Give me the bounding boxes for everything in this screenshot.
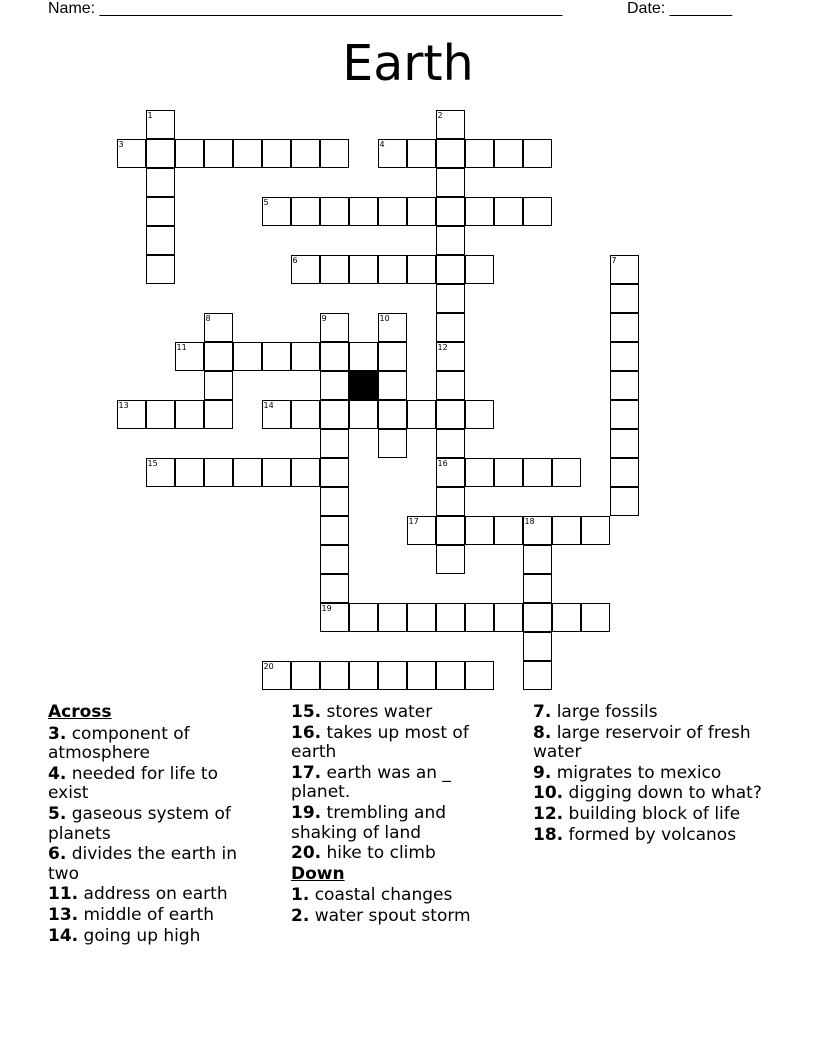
clue-number-label: 2.	[291, 905, 310, 926]
crossword-cell[interactable]	[436, 342, 465, 371]
crossword-cell[interactable]	[465, 516, 494, 545]
crossword-cell[interactable]	[117, 400, 146, 429]
crossword-cell[interactable]	[146, 226, 175, 255]
crossword-cell[interactable]	[320, 545, 349, 574]
clue-text: water spout storm	[309, 905, 471, 926]
crossword-cell[interactable]	[146, 197, 175, 226]
clue-number: 14	[263, 400, 274, 410]
clue-item	[533, 805, 768, 825]
crossword-cell[interactable]	[407, 255, 436, 284]
crossword-cell[interactable]	[146, 400, 175, 429]
down-heading: Down	[291, 863, 345, 884]
crossword-cell[interactable]	[436, 400, 465, 429]
crossword-cell[interactable]	[349, 603, 378, 632]
clue-item	[48, 885, 263, 905]
clue-item	[291, 724, 506, 763]
clue-item	[291, 907, 506, 927]
crossword-cell[interactable]	[436, 284, 465, 313]
crossword-cell[interactable]	[291, 139, 320, 168]
crossword-cell[interactable]	[320, 197, 349, 226]
crossword-cell[interactable]	[320, 487, 349, 516]
crossword-cell[interactable]	[378, 313, 407, 342]
clue-number-label: 18.	[533, 824, 564, 845]
crossword-cell[interactable]	[175, 400, 204, 429]
crossword-cell[interactable]	[494, 197, 523, 226]
clue-item	[48, 805, 263, 844]
clue-number: 16	[437, 458, 448, 468]
clue-number-label: 15.	[291, 702, 322, 722]
clue-number: 17	[408, 516, 419, 526]
crossword-cell[interactable]	[320, 342, 349, 371]
crossword-cell[interactable]	[320, 574, 349, 603]
crossword-cell[interactable]	[320, 139, 349, 168]
crossword-cell[interactable]	[436, 603, 465, 632]
crossword-cell[interactable]	[262, 400, 291, 429]
crossword-cell[interactable]	[465, 197, 494, 226]
clue-text: gaseous system of planets	[48, 803, 231, 844]
clue-item	[533, 826, 768, 846]
crossword-cell[interactable]	[610, 429, 639, 458]
crossword-cell[interactable]	[436, 661, 465, 690]
crossword-cell[interactable]	[320, 255, 349, 284]
clue-number-label: 10.	[533, 783, 564, 804]
down-clue-list	[291, 886, 506, 926]
crossword-cell[interactable]	[436, 197, 465, 226]
crossword-cell[interactable]	[146, 110, 175, 139]
clue-text: needed for life to exist	[48, 763, 218, 804]
clue-number-label: 3.	[48, 723, 67, 744]
clue-item	[533, 764, 768, 784]
clue-item	[48, 906, 263, 926]
clue-text: large fossils	[551, 702, 658, 722]
crossword-cell[interactable]	[523, 574, 552, 603]
crossword-cell[interactable]	[291, 255, 320, 284]
clue-item	[48, 725, 263, 764]
crossword-cell[interactable]	[378, 197, 407, 226]
clue-column-1	[48, 703, 263, 947]
crossword-cell[interactable]	[146, 139, 175, 168]
crossword-cell[interactable]	[146, 168, 175, 197]
crossword-cell[interactable]	[610, 458, 639, 487]
crossword-cell[interactable]	[291, 342, 320, 371]
clue-item	[291, 886, 506, 906]
crossword-cell[interactable]	[262, 139, 291, 168]
date-field[interactable]: Date: _______	[627, 0, 732, 17]
clue-item	[291, 844, 506, 864]
crossword-cell[interactable]	[175, 342, 204, 371]
crossword-cell[interactable]	[523, 197, 552, 226]
across-clue-list	[48, 725, 263, 947]
crossword-cell[interactable]	[436, 458, 465, 487]
clue-number: 5	[263, 197, 269, 207]
across-clue-list-continued	[291, 703, 506, 864]
crossword-cell[interactable]	[610, 342, 639, 371]
crossword-cell[interactable]	[523, 545, 552, 574]
crossword-cell[interactable]	[378, 603, 407, 632]
clue-text: going up high	[78, 925, 201, 946]
clue-item	[291, 764, 506, 803]
crossword-cell[interactable]	[610, 371, 639, 400]
clue-number: 2	[437, 110, 443, 120]
crossword-cell[interactable]	[523, 458, 552, 487]
crossword-cell[interactable]	[581, 516, 610, 545]
clue-text: address on earth	[78, 884, 228, 905]
crossword-cell[interactable]	[436, 168, 465, 197]
crossword-cell[interactable]	[233, 139, 262, 168]
clue-number-label: 17.	[291, 762, 322, 783]
clue-column-2	[291, 703, 506, 928]
clue-item	[48, 765, 263, 804]
crossword-cell[interactable]	[349, 661, 378, 690]
crossword-cell[interactable]	[378, 371, 407, 400]
clue-number: 1	[147, 110, 153, 120]
crossword-cell[interactable]	[204, 458, 233, 487]
down-clue-list-continued	[533, 703, 768, 845]
clue-number-label: 1.	[291, 885, 310, 906]
crossword-cell[interactable]	[552, 458, 581, 487]
crossword-cell[interactable]	[494, 139, 523, 168]
clue-number-label: 20.	[291, 843, 322, 864]
clue-number: 10	[379, 313, 390, 323]
crossword-cell[interactable]	[378, 400, 407, 429]
crossword-cell[interactable]	[610, 313, 639, 342]
clue-number: 3	[118, 139, 124, 149]
crossword-cell[interactable]	[407, 603, 436, 632]
crossword-cell[interactable]	[233, 458, 262, 487]
clue-text: divides the earth in two	[48, 844, 238, 884]
crossword-cell[interactable]	[320, 661, 349, 690]
clue-item	[533, 703, 768, 723]
clue-text: takes up most of earth	[291, 722, 469, 763]
crossword-cell[interactable]	[378, 661, 407, 690]
crossword-cell[interactable]	[320, 429, 349, 458]
clue-number-label: 4.	[48, 763, 67, 784]
clue-item	[48, 845, 263, 884]
crossword-cell[interactable]	[436, 226, 465, 255]
crossword-cell[interactable]	[233, 342, 262, 371]
crossword-cell[interactable]	[407, 139, 436, 168]
crossword-cell[interactable]	[320, 603, 349, 632]
clue-number: 7	[611, 255, 617, 265]
crossword-cell[interactable]	[349, 197, 378, 226]
crossword-cell[interactable]	[291, 661, 320, 690]
crossword-cell[interactable]	[436, 516, 465, 545]
clue-text: middle of earth	[78, 904, 215, 925]
clue-number-label: 13.	[48, 904, 79, 925]
clue-text: hike to climb	[321, 843, 436, 864]
clue-item	[291, 703, 506, 723]
clue-number-label: 8.	[533, 722, 552, 743]
crossword-cell[interactable]	[465, 603, 494, 632]
crossword-cell[interactable]	[175, 458, 204, 487]
crossword-cell[interactable]	[378, 342, 407, 371]
crossword-cell[interactable]	[436, 139, 465, 168]
clue-text: large reservoir of fresh water	[533, 722, 751, 763]
crossword-cell[interactable]	[320, 458, 349, 487]
clue-item	[533, 724, 768, 763]
crossword-cell[interactable]	[320, 400, 349, 429]
crossword-cell[interactable]	[378, 429, 407, 458]
crossword-cell[interactable]	[349, 342, 378, 371]
clue-number: 12	[437, 342, 448, 352]
crossword-cell[interactable]	[465, 400, 494, 429]
crossword-cell[interactable]	[610, 400, 639, 429]
clue-number-label: 9.	[533, 762, 552, 783]
crossword-cell[interactable]	[349, 400, 378, 429]
crossword-cell[interactable]	[552, 516, 581, 545]
clue-item	[533, 784, 768, 804]
crossword-cell[interactable]	[262, 342, 291, 371]
crossword-cell[interactable]	[291, 458, 320, 487]
crossword-cell[interactable]	[494, 516, 523, 545]
clue-number: 13	[118, 400, 129, 410]
crossword-cell[interactable]	[523, 139, 552, 168]
crossword-cell[interactable]	[291, 400, 320, 429]
crossword-cell[interactable]	[204, 342, 233, 371]
crossword-cell[interactable]	[146, 255, 175, 284]
crossword-cell[interactable]	[465, 139, 494, 168]
crossword-cell[interactable]	[523, 661, 552, 690]
crossword-cell[interactable]	[436, 429, 465, 458]
clue-text: trembling and shaking of land	[291, 802, 447, 843]
clue-number-label: 12.	[533, 803, 564, 824]
crossword-cell[interactable]	[436, 545, 465, 574]
crossword-cell[interactable]	[204, 400, 233, 429]
crossword-cell[interactable]	[262, 197, 291, 226]
clue-number-label: 14.	[48, 925, 79, 946]
clue-number: 18	[524, 516, 535, 526]
crossword-cell[interactable]	[436, 487, 465, 516]
crossword-cell[interactable]	[523, 516, 552, 545]
crossword-cell[interactable]	[204, 313, 233, 342]
crossword-cell[interactable]	[349, 255, 378, 284]
crossword-cell[interactable]	[407, 197, 436, 226]
crossword-cell[interactable]	[204, 371, 233, 400]
crossword-cell[interactable]	[552, 603, 581, 632]
clue-text: digging down to what?	[563, 783, 762, 804]
crossword-cell[interactable]	[117, 139, 146, 168]
clue-text: formed by volcanos	[563, 824, 737, 845]
crossword-cell[interactable]	[465, 661, 494, 690]
clue-item	[291, 804, 506, 843]
clue-number-label: 5.	[48, 803, 67, 824]
clue-number: 15	[147, 458, 158, 468]
crossword-cell[interactable]	[494, 603, 523, 632]
clue-number-label: 6.	[48, 844, 67, 865]
clue-number: 6	[292, 255, 298, 265]
crossword-cell[interactable]	[436, 110, 465, 139]
crossword-cell[interactable]	[436, 371, 465, 400]
crossword-cell[interactable]	[465, 458, 494, 487]
crossword-cell[interactable]	[320, 313, 349, 342]
clue-column-3	[533, 703, 768, 846]
clue-number: 19	[321, 603, 332, 613]
name-field[interactable]: Name: ____________________________________________________	[48, 0, 563, 17]
crossword-cell[interactable]	[262, 458, 291, 487]
clue-number-label: 19.	[291, 802, 322, 823]
crossword-cell[interactable]	[610, 255, 639, 284]
crossword-cell[interactable]	[378, 139, 407, 168]
across-heading: Across	[48, 702, 112, 722]
clue-text: earth was an _ planet.	[291, 762, 451, 803]
crossword-cell[interactable]	[407, 400, 436, 429]
crossword-cell[interactable]	[465, 255, 494, 284]
clue-number-label: 11.	[48, 884, 79, 905]
crossword-cell[interactable]	[262, 661, 291, 690]
clue-text: migrates to mexico	[551, 762, 722, 783]
crossword-cell[interactable]	[610, 284, 639, 313]
clue-text: coastal changes	[309, 885, 453, 906]
clue-text: component of atmosphere	[48, 723, 190, 764]
crossword-cell[interactable]	[378, 255, 407, 284]
clue-number-label: 7.	[533, 702, 552, 722]
crossword-cell[interactable]	[436, 255, 465, 284]
crossword-cell[interactable]	[494, 458, 523, 487]
page-title: Earth	[342, 35, 474, 92]
clue-number-label: 16.	[291, 722, 322, 743]
crossword-cell[interactable]	[523, 603, 552, 632]
crossword-cell[interactable]	[146, 458, 175, 487]
crossword-block	[349, 371, 378, 400]
clue-item	[48, 927, 263, 947]
crossword-cell[interactable]	[436, 313, 465, 342]
crossword-cell[interactable]	[320, 371, 349, 400]
clue-number: 4	[379, 139, 385, 149]
crossword-cell[interactable]	[320, 516, 349, 545]
crossword-cell[interactable]	[581, 603, 610, 632]
clue-text: building block of life	[563, 803, 741, 824]
clue-number: 11	[176, 342, 187, 352]
clue-number: 9	[321, 313, 327, 323]
clue-number: 8	[205, 313, 211, 323]
crossword-cell[interactable]	[610, 487, 639, 516]
crossword-cell[interactable]	[407, 516, 436, 545]
crossword-cell[interactable]	[204, 139, 233, 168]
clue-number: 20	[263, 661, 274, 671]
clue-text: stores water	[321, 702, 433, 722]
crossword-cell[interactable]	[523, 632, 552, 661]
crossword-cell[interactable]	[291, 197, 320, 226]
crossword-cell[interactable]	[175, 139, 204, 168]
crossword-cell[interactable]	[407, 661, 436, 690]
